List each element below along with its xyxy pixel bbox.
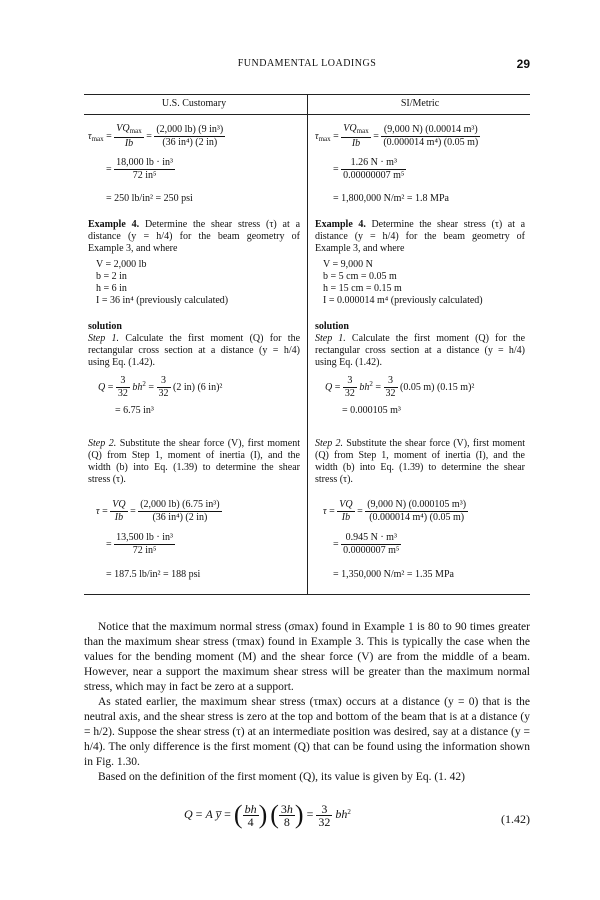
- tau-max-step: = $\frac{\text{1.26 N · m³}}{\text{0.00000007 m⁵}}$: [333, 157, 405, 181]
- solution-label: solution: [88, 321, 122, 332]
- step-2-text: Step 2. Substitute the shear force (V), first moment (Q) from Step 1, moment of inertia (I), and the width (b) into Eq. (1.39) to determine the shear stress (τ).: [315, 438, 526, 485]
- shear-stress-equation: τ = $\frac{VQ}{Ib}$ = $\frac{\text{(9,000 N) (0.000105 m³)}}{\text{(0.000014 m⁴) (0.05 m)}}$: [323, 499, 467, 523]
- shear-stress-result: = 187.5 lb/in² = 188 psi: [106, 569, 201, 580]
- tau-max-equation: $\tau_{max}$ = $\frac{VQ_{max}}{Ib}$ = $\frac{\text{(9,000 N) (0.00014 m³)}}{\text{(0.000014 m⁴) (0.05 m)}}$: [315, 123, 479, 149]
- solution-label: solution: [315, 321, 349, 332]
- example-4-intro: Example 4. Determine the shear stress (τ) at a distance (y = h/4) for the beam geometry of Example 3, and where: [315, 219, 526, 254]
- body-paragraphs: [84, 620, 530, 785]
- shear-stress-equation: τ = $\frac{VQ}{Ib}$ = $\frac{\text{(2,000 lb) (6.75 in³)}}{\text{(36 in⁴) (2 in)}}$: [96, 499, 220, 523]
- comparison-table: [84, 94, 530, 595]
- equation-1-42: [84, 794, 530, 838]
- page-header: [84, 58, 530, 74]
- step-1-text: Step 1. Calculate the first moment (Q) for the rectangular cross section at a distance (y = h/4) using Eq. (1.42).: [88, 333, 301, 368]
- first-moment-result: = 0.000105 m³: [342, 405, 401, 416]
- step-1-text: Step 1. Calculate the first moment (Q) for the rectangular cross section at a distance (y = h/4) using Eq. (1.42).: [315, 333, 526, 368]
- page-number: 29: [516, 57, 530, 71]
- first-moment-definition: Q = A y̅ = ( $\frac{bh}{4}$ ) ( $\frac{3h}{8}$ ) = $\frac{3}{32}$ $bh^2$: [184, 800, 351, 829]
- shear-stress-step: = $\frac{\text{0.945 N · m³}}{\text{0.0000007 m⁵}}$: [333, 532, 400, 556]
- tau-max-equation: $\tau_{max}$ = $\frac{VQ_{max}}{Ib}$ = $\frac{\text{(2,000 lb) (9 in³)}}{\text{(36 in⁴) (2 in)}}$: [88, 123, 224, 149]
- first-moment-equation: Q = $\frac{3}{32}$ $bh^2$ = $\frac{3}{32}$ (0.05 m) (0.15 m)²: [325, 375, 475, 399]
- equation-number: (1.42): [501, 812, 530, 826]
- example-4-intro: Example 4. Determine the shear stress (τ) at a distance (y = h/4) for the beam geometry of Example 3, and where: [88, 219, 301, 254]
- column-heading: U.S. Customary: [161, 98, 227, 109]
- tau-max-result: = 250 lb/in² = 250 psi: [106, 193, 193, 204]
- given-values: V = 2,000 lb b = 2 in h = 6 in I = 36 in⁴ (previously calculated): [96, 259, 229, 306]
- column-heading: SI/Metric: [400, 98, 440, 109]
- shear-stress-step: = $\frac{\text{13,500 lb · in³}}{\text{72 in⁵}}$: [106, 532, 174, 556]
- running-title: FUNDAMENTAL LOADINGS: [237, 58, 377, 69]
- step-2-text: Step 2. Substitute the shear force (V), first moment (Q) from Step 1, moment of inertia (I), and the width (b) into Eq. (1.39) to determine the shear stress (τ).: [88, 438, 301, 485]
- paragraph-1: Notice that the maximum normal stress (σmax) found in Example 1 is 80 to 90 times greater than the maximum shear stress (τmax) found in Example 3. This is typically the case when the values for the bending moment (M) and the shear force (V) are from the middle of a beam. However, near a support the maximum shear stress will be greater than the maximum normal stress, which may in fact be zero at a support.: [84, 621, 530, 693]
- column-divider: [307, 95, 308, 594]
- paragraph-2: As stated earlier, the maximum shear stress (τmax) occurs at a distance (y = 0) that is the neutral axis, and the shear stress is zero at the top and bottom of the beam that is at a distance (y = h/2). Suppose the shear stress (τ) at an intermediate position was desired, say at a distance (y = h/4). The only difference is the first moment (Q) that can be found using the information shown in Fig. 1.30.: [84, 696, 530, 768]
- header-rule: [84, 114, 530, 115]
- first-moment-result: = 6.75 in³: [115, 405, 154, 416]
- given-values: V = 9,000 N b = 5 cm = 0.05 m h = 15 cm = 0.15 m I = 0.000014 m⁴ (previously calculated): [323, 259, 483, 306]
- first-moment-equation: Q = $\frac{3}{32}$ $bh^2$ = $\frac{3}{32}$ (2 in) (6 in)²: [98, 375, 223, 399]
- tau-max-step: = $\frac{\text{18,000 lb · in³}}{\text{72 in⁵}}$: [106, 157, 174, 181]
- shear-stress-result: = 1,350,000 N/m² = 1.35 MPa: [333, 569, 454, 580]
- paragraph-3: Based on the definition of the first moment (Q), its value is given by Eq. (1. 42): [98, 771, 465, 783]
- tau-max-result: = 1,800,000 N/m² = 1.8 MPa: [333, 193, 449, 204]
